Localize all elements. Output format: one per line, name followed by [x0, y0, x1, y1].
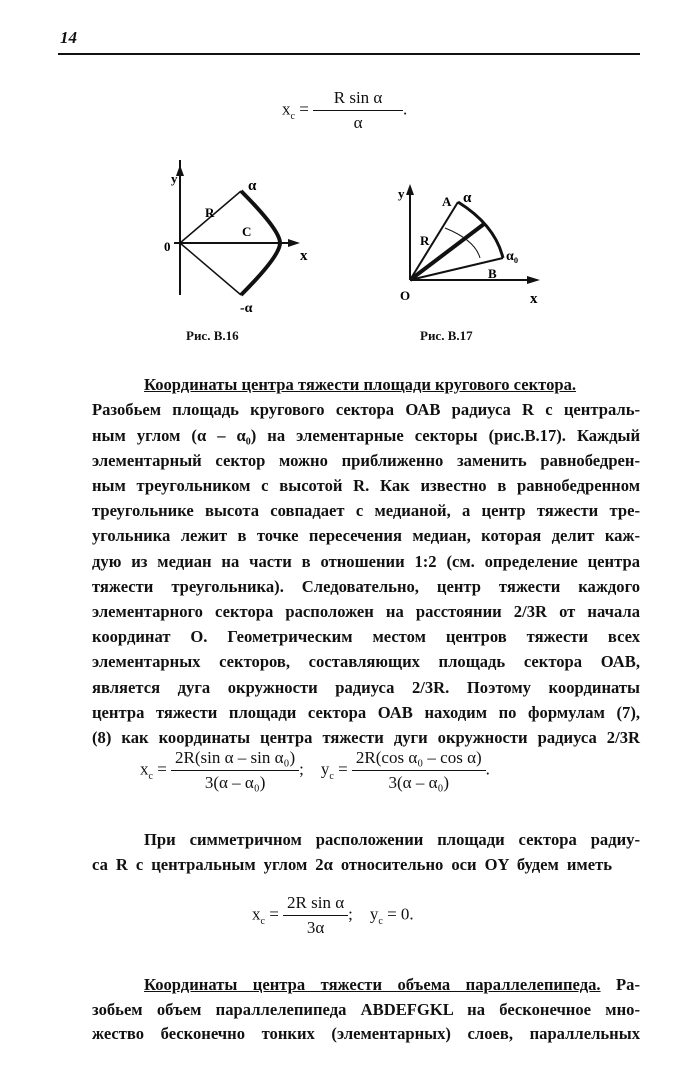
- formula-sector-centroid: $x_c$ = $\frac{\text{2R(sin α – sin α₀)}}{\text{3(α – α₀)}}$ ; $y_c$ = $\frac{\text{2R(cos α₀ – cos α)}}{\text{3(α – α₀)}}$ .: [140, 748, 490, 792]
- svg-text:x: x: [300, 248, 308, 264]
- text-line: элементарного сектора расположен на расстоянии 2/3R от начала: [92, 602, 640, 621]
- text-line: При симметричном расположении площади сектора радиу-: [144, 830, 640, 849]
- section-heading: Координаты центра тяжести объема параллелепипеда. Ра-: [144, 975, 640, 994]
- text-line: угольника лежит в точке пересечения медиан, которая делит каж-: [92, 526, 640, 545]
- text-line: ным треугольником с высотой R. Как известно в равнобедренном: [92, 476, 640, 495]
- figure-b17: [390, 180, 550, 310]
- text-line: Разобьем площадь кругового сектора ОАВ радиуса R с централь-: [92, 400, 640, 419]
- svg-text:R: R: [205, 205, 215, 220]
- text-line: центра тяжести площади сектора ОАВ находим по формулам (7),: [92, 703, 640, 722]
- page-number: 14: [60, 28, 77, 47]
- svg-text:x: x: [530, 291, 538, 307]
- svg-text:0: 0: [164, 239, 171, 254]
- formula-arc-centroid: $x_c$ = $\frac{\text{R sin α}}{\alpha}$ .: [282, 88, 408, 132]
- text-line: ным углом (α – α₀) на элементарные секторы (рис.В.17). Каждый: [92, 426, 640, 445]
- text-line: (8) как координаты центра тяжести дуги окружности радиуса 2/3R: [92, 728, 640, 747]
- figure-b16: [160, 160, 308, 316]
- svg-text:R: R: [420, 233, 430, 248]
- svg-text:y: y: [398, 186, 405, 201]
- text-line: дую из медиан на части в отношении 1:2 (см. определение центра: [92, 552, 640, 571]
- text-line: элементарный сектор можно приближенно заменить равнобедрен-: [92, 451, 640, 470]
- svg-text:α₀: α₀: [506, 249, 519, 264]
- formula-symmetric-sector: $x_c$ = $\frac{\text{2R sin α}}{3\alpha}$ ; $y_c = 0$.: [252, 893, 414, 937]
- svg-text:A: A: [442, 194, 452, 209]
- text-line: зобьем объем параллелепипеда ABDEFGKL на бесконечное мно-: [92, 1000, 640, 1019]
- caption-b16: Рис. В.16: [186, 328, 239, 343]
- svg-text:C: C: [242, 224, 252, 239]
- svg-text:B: B: [488, 266, 497, 281]
- text-line: элементарных секторов, составляющих площадь сектора ОАВ,: [92, 652, 640, 671]
- caption-b17: Рис. В.17: [420, 328, 473, 343]
- text-line: координат О. Геометрическим местом центров тяжести всех: [92, 627, 640, 646]
- svg-text:O: O: [400, 288, 411, 303]
- section-heading: Координаты центра тяжести площади кругового сектора.: [144, 375, 577, 394]
- text-line: является дуга окружности радиуса 2/3R. Поэтому координаты: [92, 678, 640, 697]
- svg-text:α: α: [248, 178, 257, 194]
- svg-text:y: y: [171, 171, 178, 186]
- text-line: жество бесконечно тонких (элементарных) слоев, параллельных: [92, 1024, 640, 1043]
- svg-text:α: α: [463, 190, 472, 206]
- header-rule: [58, 53, 640, 55]
- svg-text:-α: -α: [240, 301, 253, 316]
- text-line: тяжести треугольника). Следовательно, центр тяжести каждого: [92, 577, 640, 596]
- text-line: треугольнике высота совпадает с медианой, а центр тяжести тре-: [92, 501, 640, 520]
- text-line: са R с центральным углом 2α относительно оси OY будем иметь: [92, 855, 612, 874]
